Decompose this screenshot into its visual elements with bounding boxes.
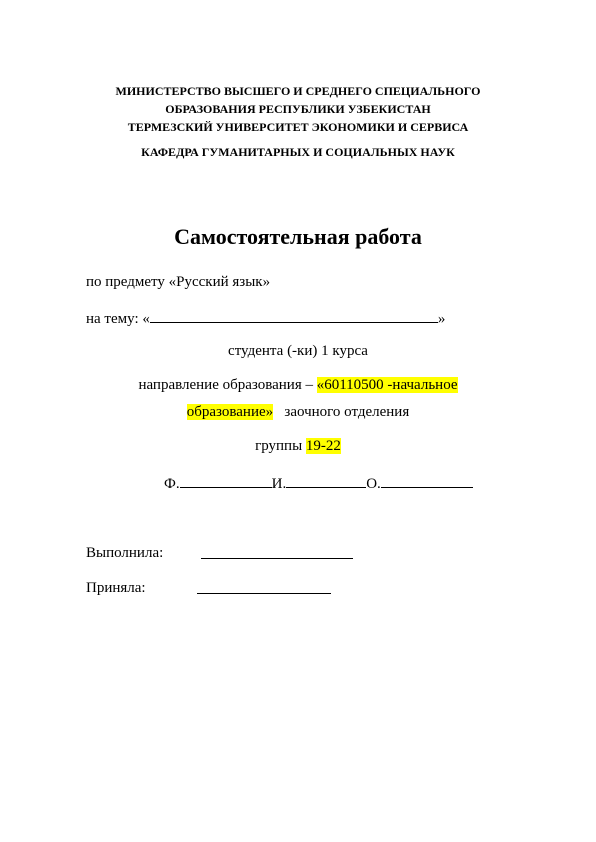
direction-code-highlight: «60110500 -начальное — [316, 377, 458, 393]
student-course-line: студента (-ки) 1 курса — [228, 343, 368, 359]
department-name: КАФЕДРА ГУМАНИТАРНЫХ И СОЦИАЛЬНЫХ НАУК — [141, 145, 455, 159]
accepted-label: Приняла: — [86, 580, 146, 596]
direction-name-highlight: образование» — [186, 404, 274, 420]
completed-label: Выполнила: — [86, 545, 164, 561]
topic-suffix: » — [437, 311, 446, 327]
accepted-blank-wrap — [197, 580, 331, 599]
group-line — [0, 438, 596, 455]
topic-line — [86, 309, 445, 328]
direction-suffix: заочного отделения — [273, 404, 410, 420]
direction-line-2 — [0, 404, 596, 421]
group-number-highlight: 19-22 — [305, 438, 341, 454]
completed-by-line — [86, 545, 163, 562]
subject-line: по предмету «Русский язык» — [86, 274, 271, 290]
fio-o-blank — [381, 474, 473, 488]
ministry-line-1: МИНИСТЕРСТВО ВЫСШЕГО И СРЕДНЕГО СПЕЦИАЛЬНОГО — [115, 84, 481, 98]
group-prefix: группы — [255, 438, 306, 454]
accepted-signature-blank — [197, 580, 331, 594]
document-header — [0, 82, 596, 161]
fio-line — [164, 474, 473, 493]
ministry-line-2: ОБРАЗОВАНИЯ РЕСПУБЛИКИ УЗБЕКИСТАН — [165, 102, 431, 116]
fio-f-blank — [180, 474, 272, 488]
direction-line-1 — [0, 377, 596, 394]
completed-blank-wrap — [201, 545, 353, 564]
accepted-by-line — [86, 580, 146, 597]
topic-prefix: на тему: « — [86, 311, 150, 327]
fio-f-label: Ф. — [164, 476, 180, 492]
topic-blank — [150, 309, 438, 323]
university-name: ТЕРМЕЗСКИЙ УНИВЕРСИТЕТ ЭКОНОМИКИ И СЕРВИСА — [127, 120, 469, 134]
completed-signature-blank — [201, 545, 353, 559]
fio-o-label: О. — [366, 476, 381, 492]
document-title: Самостоятельная работа — [174, 224, 422, 249]
direction-prefix: направление образования – — [138, 377, 317, 393]
fio-i-blank — [286, 474, 366, 488]
fio-i-label: И. — [271, 476, 287, 492]
